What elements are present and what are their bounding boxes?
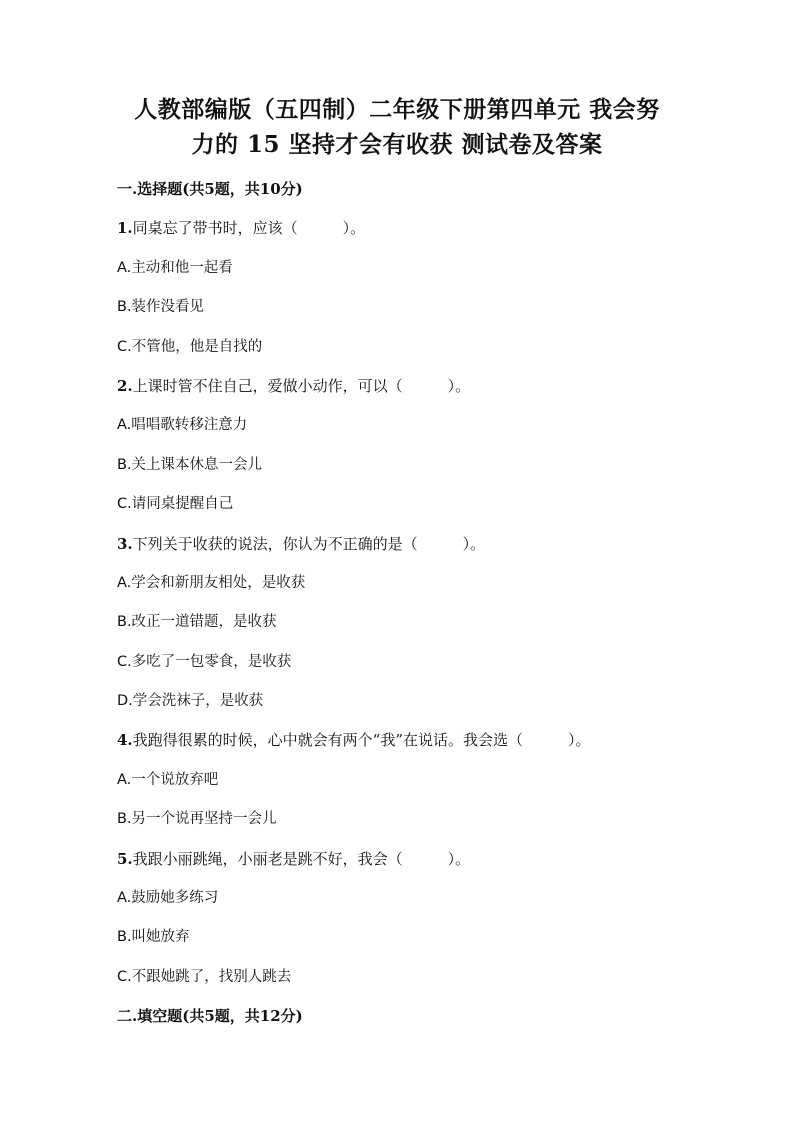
question-4-option-b: B.另一个说再坚持一会儿 — [117, 811, 277, 828]
question-2 — [117, 376, 677, 396]
question-text: 我跟小丽跳绳，小丽老是跳不好，我会（ ）。 — [132, 849, 471, 868]
question-1-option-c: C.不管他，他是自找的 — [117, 338, 263, 355]
question-4-option-a: A.一个说放弃吧 — [117, 771, 219, 788]
section-heading-fill-in-blank: 二.填空题(共5题，共12分) — [117, 1007, 303, 1026]
question-2-option-a: A.唱唱歌转移注意力 — [117, 417, 248, 434]
question-5 — [117, 849, 677, 869]
question-5-option-c: C.不跟她跳了，找别人跳去 — [117, 968, 292, 985]
question-3-option-c: C.多吃了一包零食，是收获 — [117, 653, 292, 670]
title-line-1: 人教部编版（五四制）二年级下册第四单元 我会努 — [134, 96, 660, 123]
section-heading-multiple-choice: 一.选择题(共5题，共10分) — [117, 180, 303, 198]
question-5-option-b: B.叫她放弃 — [117, 929, 190, 946]
document-title — [125, 92, 669, 162]
question-5-option-a: A.鼓励她多练习 — [117, 890, 219, 907]
question-number: 4. — [117, 731, 133, 750]
question-text: 下列关于收获的说法，你认为不正确的是（ ）。 — [132, 534, 486, 553]
question-2-option-c: C.请同桌提醒自己 — [117, 496, 234, 513]
question-1 — [117, 218, 677, 238]
question-number: 5. — [117, 849, 133, 868]
question-text: 我跑得很累的时候，心中就会有两个“我”在说话。我会选（ ）。 — [132, 731, 591, 750]
question-3-option-a: A.学会和新朋友相处，是收获 — [117, 574, 306, 591]
question-1-option-a: A.主动和他一起看 — [117, 259, 233, 276]
question-4 — [117, 730, 677, 750]
title-line-2: 力的 15 坚持才会有收获 测试卷及答案 — [191, 131, 603, 158]
question-number: 2. — [117, 376, 133, 395]
question-text: 上课时管不住自己，爱做小动作，可以（ ）。 — [132, 376, 471, 395]
question-number: 3. — [117, 534, 133, 553]
question-3-option-b: B.改正一道错题，是收获 — [117, 614, 277, 631]
question-3 — [117, 534, 677, 554]
question-number: 1. — [117, 219, 133, 238]
question-3-option-d: D.学会洗袜子，是收获 — [117, 693, 264, 710]
question-text: 同桌忘了带书时，应该（ ）。 — [132, 219, 366, 238]
question-1-option-b: B.装作没看见 — [117, 299, 205, 316]
question-2-option-b: B.关上课本休息一会儿 — [117, 456, 263, 473]
